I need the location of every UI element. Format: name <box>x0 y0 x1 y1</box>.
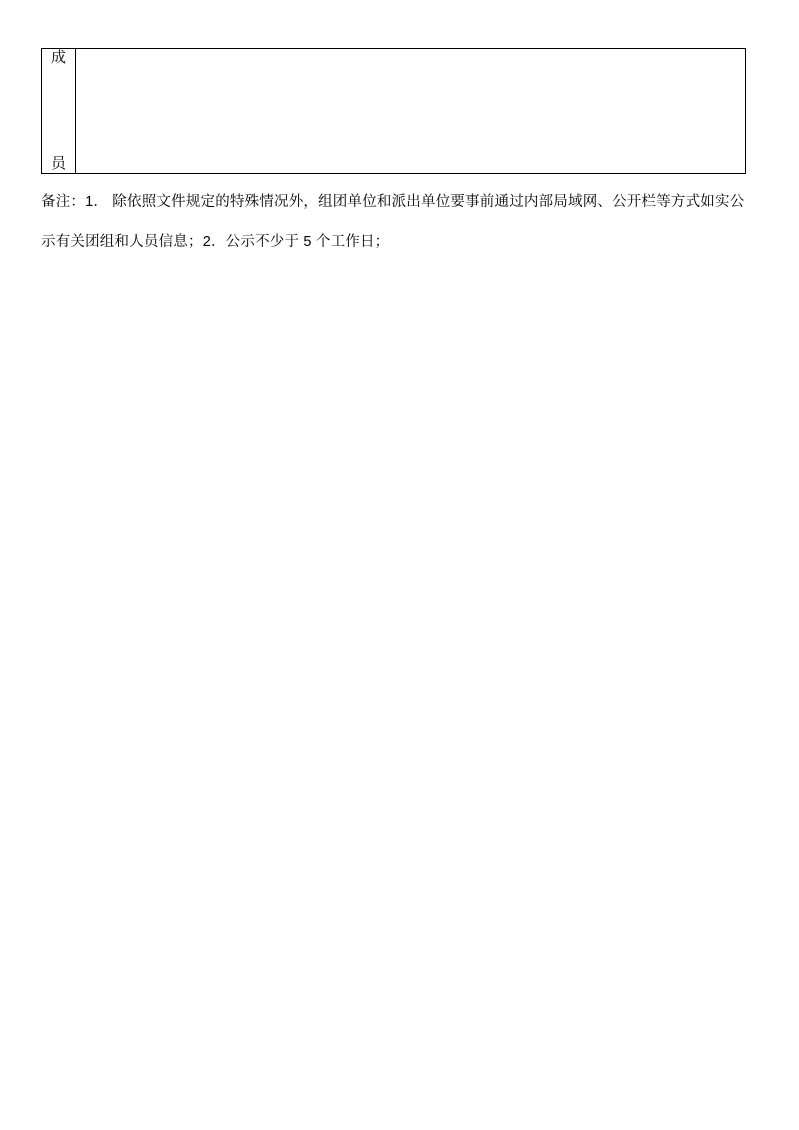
form-table-container <box>41 48 745 174</box>
form-table <box>41 48 746 174</box>
notes-line-1: 备注：1． 除依照文件规定的特殊情况外，组团单位和派出单位要事前通过内部局域网、公开栏等方式如实公 <box>41 194 745 210</box>
row-label-stack <box>42 49 75 173</box>
notes-line-2: 示有关团组和人员信息；2．公示不少于 5 个工作日； <box>41 234 390 250</box>
members-content-cell[interactable] <box>76 49 746 174</box>
row-label-char-1: 成 <box>50 49 66 66</box>
row-label-char-2: 员 <box>50 155 66 172</box>
notes-block <box>41 182 757 262</box>
table-row <box>42 49 746 174</box>
row-label-cell-members <box>42 49 76 174</box>
